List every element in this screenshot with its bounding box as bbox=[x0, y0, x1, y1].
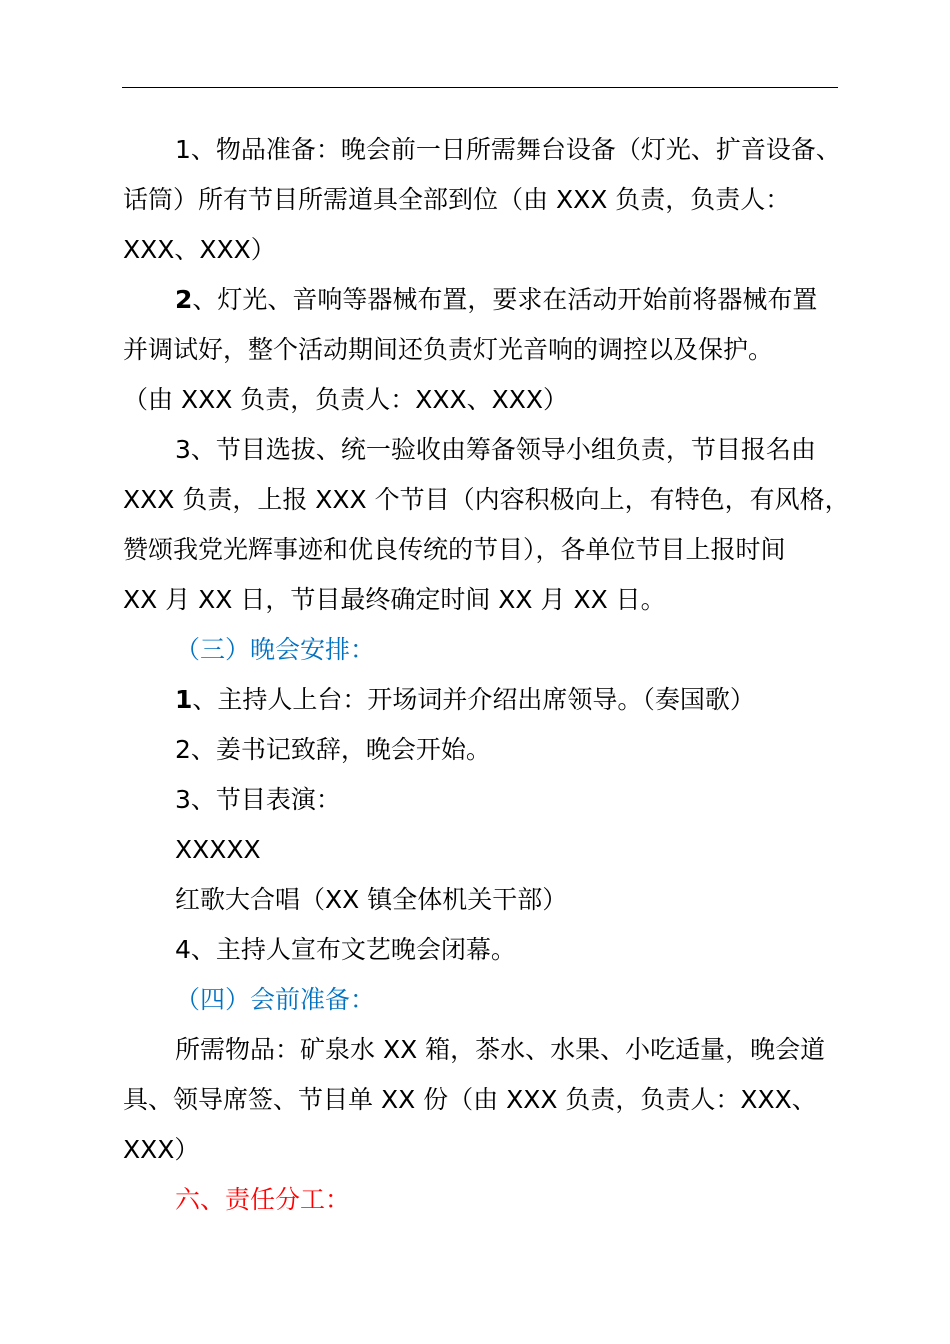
program-entry: XXXXX bbox=[175, 835, 261, 864]
header-rule bbox=[122, 87, 838, 88]
list-item-closing: 4、主持人宣布文艺晚会闭幕。 bbox=[175, 935, 516, 964]
item-number: 2 bbox=[175, 285, 193, 314]
section-heading-responsibilities: 六、责任分工： bbox=[175, 1185, 351, 1214]
section-heading-pre-meeting-prep: （四）会前准备： bbox=[175, 985, 376, 1014]
paragraph-item-program-selection: 3、节目选拔、统一验收由筹备领导小组负责，节目报名由 XXX 负责，上报 XXX 个节目（内容积极向上，有特色，有风格， 赞颂我党光辉事迹和优良传统的节目），各单位节目上报时间 XX 月 XX 日，节目最终确定时间 XX 月 XX 日。 bbox=[123, 435, 850, 614]
section-heading-gala-arrangement: （三）晚会安排： bbox=[175, 635, 376, 664]
paragraph-item-equipment: 2、灯光、音响等器械布置，要求在活动开始前将器械布置 并调试好，整个活动期间还负责灯光音响的调控以及保护。 （由 XXX 负责，负责人：XXX、XXX） bbox=[123, 285, 818, 414]
list-item-host-opening: 1、主持人上台：开场词并介绍出席领导。（奏国歌） bbox=[175, 685, 755, 714]
item-number: 1 bbox=[175, 685, 193, 714]
paragraph-item-materials: 1、物品准备：晚会前一日所需舞台设备（灯光、扩音设备、 话筒）所有节目所需道具全部到位（由 XXX 负责，负责人： XXX、XXX） bbox=[123, 135, 841, 264]
program-entry: 红歌大合唱（XX 镇全体机关干部） bbox=[175, 885, 568, 914]
list-item-performances: 3、节目表演： bbox=[175, 785, 341, 814]
paragraph-required-items: 所需物品：矿泉水 XX 箱，茶水、水果、小吃适量，晚会道 具、领导席签、节目单 XX 份（由 XXX 负责，负责人：XXX、 XXX） bbox=[123, 1035, 826, 1164]
list-item-speech: 2、姜书记致辞，晚会开始。 bbox=[175, 735, 491, 764]
document-body bbox=[123, 125, 863, 1225]
